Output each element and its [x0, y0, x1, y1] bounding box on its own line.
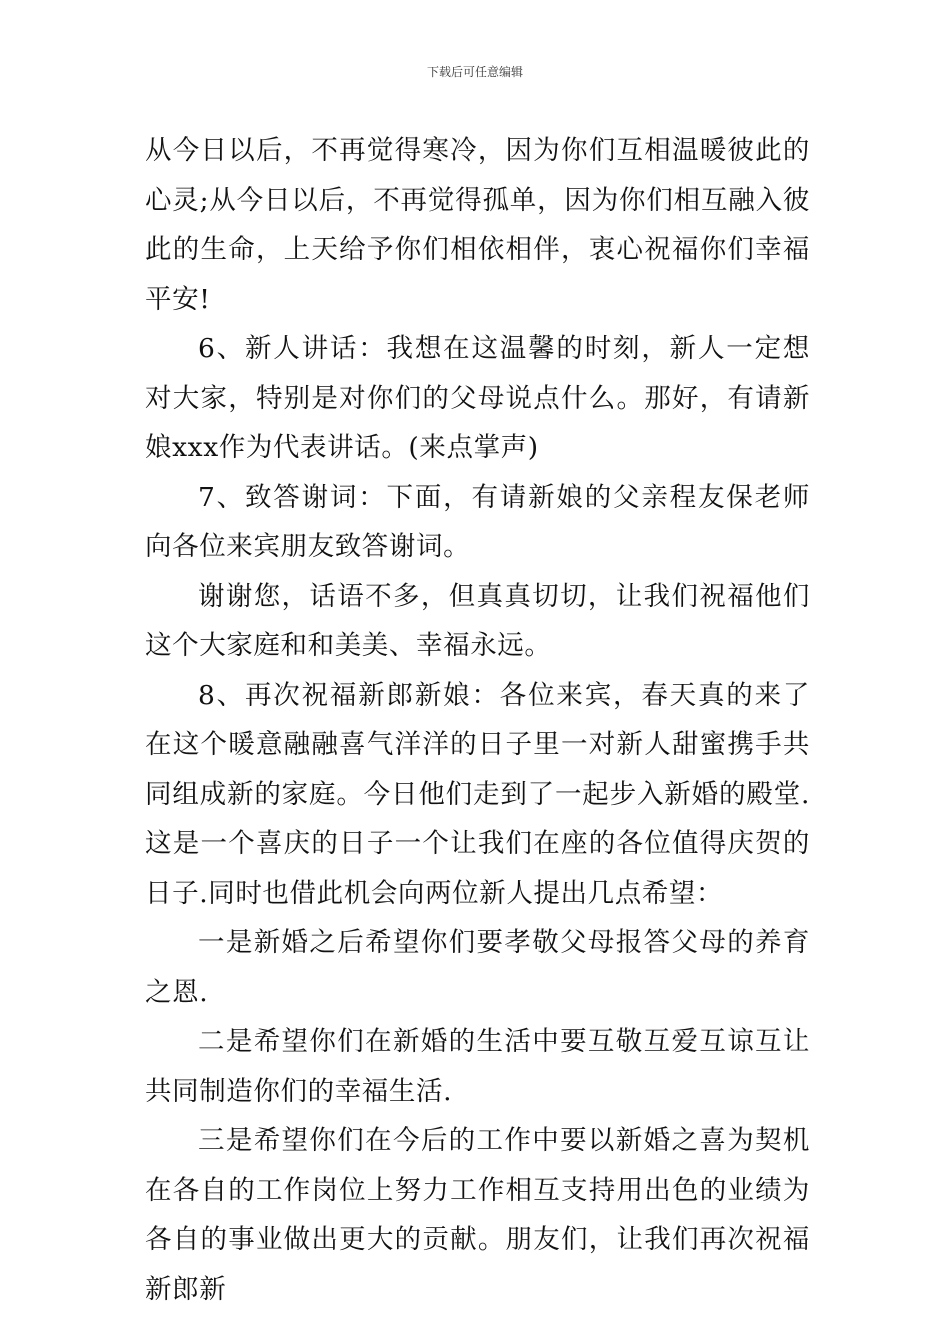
page-header: 下载后可任意编辑 [426, 65, 523, 79]
paragraph-hope-one: 一是新婚之后希望你们要孝敬父母报答父母的养育之恩. [145, 927, 810, 1008]
paragraph-blessing-again: 8、再次祝福新郎新娘：各位来宾，春天真的来了在这个暖意融融喜气洋洋的日子里一对新人甜蜜携手共同组成新的家庭。今日他们走到了一起步入新婚的殿堂.这是一个喜庆的日子一个让我们在座的各位值得庆贺的日子.同时也借此机会向两位新人提出几点希望： [145, 679, 810, 909]
paragraph-thanks-speech: 7、致答谢词：下面，有请新娘的父亲程友保老师向各位来宾朋友致答谢词。 [145, 481, 810, 562]
document-body [145, 126, 810, 1314]
paragraph-opening-blessing: 从今日以后，不再觉得寒冷，因为你们互相温暖彼此的心灵;从今日以后，不再觉得孤单，因为你们相互融入彼此的生命，上天给予你们相依相伴，衷心祝福你们幸福平安! [145, 135, 810, 315]
paragraph-hope-two: 二是希望你们在新婚的生活中要互敬互爱互谅互让共同制造你们的幸福生活. [145, 1026, 810, 1107]
paragraph-thank-you: 谢谢您，话语不多，但真真切切，让我们祝福他们这个大家庭和和美美、幸福永远。 [145, 580, 810, 661]
paragraph-hope-three: 三是希望你们在今后的工作中要以新婚之喜为契机在各自的工作岗位上努力工作相互支持用出色的业绩为各自的事业做出更大的贡献。朋友们，让我们再次祝福新郎新 [145, 1125, 810, 1305]
paragraph-newlywed-speech: 6、新人讲话：我想在这温馨的时刻，新人一定想对大家，特别是对你们的父母说点什么。那好，有请新娘xxx作为代表讲话。(来点掌声) [145, 333, 810, 463]
